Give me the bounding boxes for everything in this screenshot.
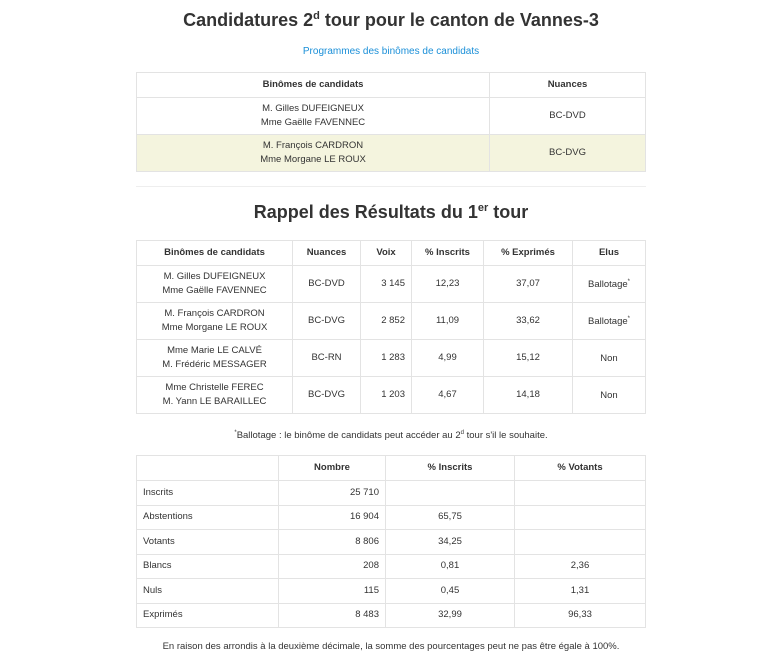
table-row: M. Gilles DUFEIGNEUX Mme Gaëlle FAVENNEC BC-DVD	[137, 98, 646, 135]
ballotage-footnote: *Ballotage : le binôme de candidats peut accéder au 2$^d$ tour s'il le souhaite.	[234, 430, 548, 442]
table-row: Abstentions 16 904 65,75	[137, 505, 646, 530]
table-row: Inscrits 25 710	[137, 481, 646, 506]
results-table	[136, 240, 646, 414]
table-row: Blancs 208 0,81 2,36	[137, 554, 646, 579]
candidatures-table	[136, 72, 646, 172]
rounding-note: En raison des arrondis à la deuxième décimale, la somme des pourcentages peut ne pas être égale à 100%.	[162, 641, 620, 652]
table-row: Mme Christelle FEREC M. Yann LE BARAILLEC BC-DVG 1 203 4,67 14,18 Non	[137, 377, 646, 414]
table-row: Mme Marie LE CALVÉ M. Frédéric MESSAGER BC-RN 1 283 4,99 15,12 Non	[137, 340, 646, 377]
table-row: Exprimés 8 483 32,99 96,33	[137, 603, 646, 628]
programmes-link[interactable]: Programmes des binômes de candidats	[302, 46, 480, 57]
table-header: Nombre % Inscrits % Votants	[137, 456, 646, 481]
table-row: M. Gilles DUFEIGNEUX Mme Gaëlle FAVENNEC BC-DVD 3 145 12,23 37,07 Ballotage*	[137, 266, 646, 303]
section-title: Rappel des Résultats du 1er tour	[253, 202, 529, 222]
table-header: Binômes de candidats Nuances Voix % Inscrits % Exprimés Elus	[137, 241, 646, 266]
table-row: Votants 8 806 34,25	[137, 530, 646, 555]
table-row: M. François CARDRON Mme Morgane LE ROUX BC-DVG 2 852 11,09 33,62 Ballotage*	[137, 303, 646, 340]
table-row: Nuls 115 0,45 1,31	[137, 579, 646, 604]
stats-table	[136, 455, 646, 628]
table-row: M. François CARDRON Mme Morgane LE ROUX BC-DVG	[137, 135, 646, 172]
table-header: Binômes de candidats Nuances	[137, 73, 646, 98]
divider	[136, 186, 646, 187]
page-title: Candidatures 2$^d$ tour pour le canton de Vannes-3	[183, 10, 599, 30]
